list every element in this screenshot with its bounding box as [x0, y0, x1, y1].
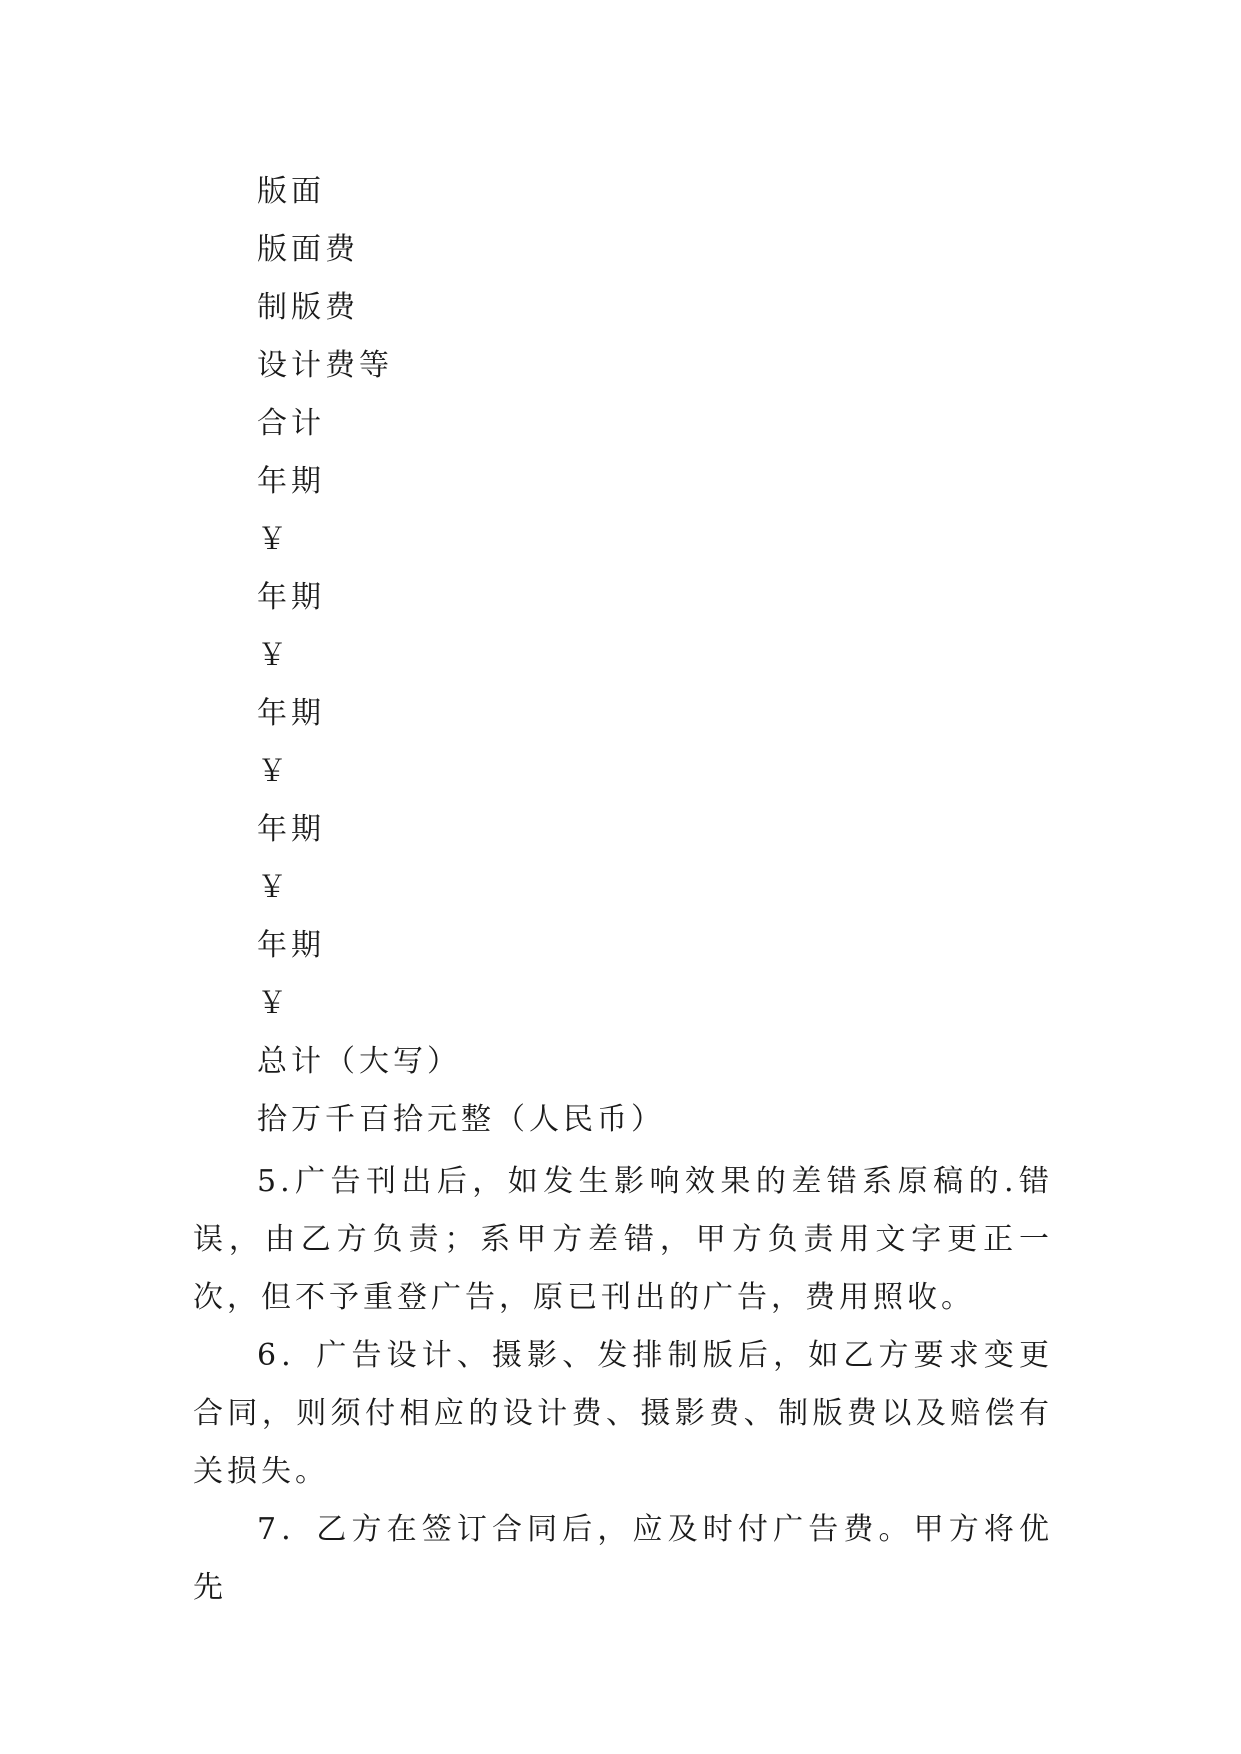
- clause-paragraph: 6．广告设计、摄影、发排制版后，如乙方要求变更合同，则须付相应的设计费、摄影费、制版费以及赔偿有关损失。: [193, 1338, 1053, 1489]
- fee-item-line: 版面费: [257, 232, 359, 267]
- fee-item-line: 年期: [257, 812, 325, 847]
- fee-item-line: 年期: [257, 696, 325, 731]
- fee-item-line: ￥: [257, 986, 291, 1021]
- fee-item-list: [257, 163, 1057, 1149]
- fee-item-line: ￥: [257, 754, 291, 789]
- fee-item-line: ￥: [257, 638, 291, 673]
- fee-item-line: 制版费: [257, 290, 359, 325]
- fee-item-line: 总计（大写）: [257, 1044, 461, 1079]
- fee-item-line: 年期: [257, 464, 325, 499]
- clause-paragraph: 5.广告刊出后，如发生影响效果的差错系原稿的.错误，由乙方负责；系甲方差错，甲方负责用文字更正一次，但不予重登广告，原已刊出的广告，费用照收。: [193, 1164, 1053, 1315]
- fee-item-line: 年期: [257, 928, 325, 963]
- fee-item-line: ￥: [257, 870, 291, 905]
- fee-item-line: 拾万千百拾元整（人民币）: [257, 1102, 665, 1137]
- fee-item-line: 设计费等: [257, 348, 393, 383]
- fee-item-line: 版面: [257, 174, 325, 209]
- contract-clauses: [193, 1153, 1053, 1617]
- fee-item-line: 年期: [257, 580, 325, 615]
- clause-paragraph: 7．乙方在签订合同后，应及时付广告费。甲方将优先: [193, 1512, 1053, 1605]
- fee-item-line: ￥: [257, 522, 291, 557]
- fee-item-line: 合计: [257, 406, 325, 441]
